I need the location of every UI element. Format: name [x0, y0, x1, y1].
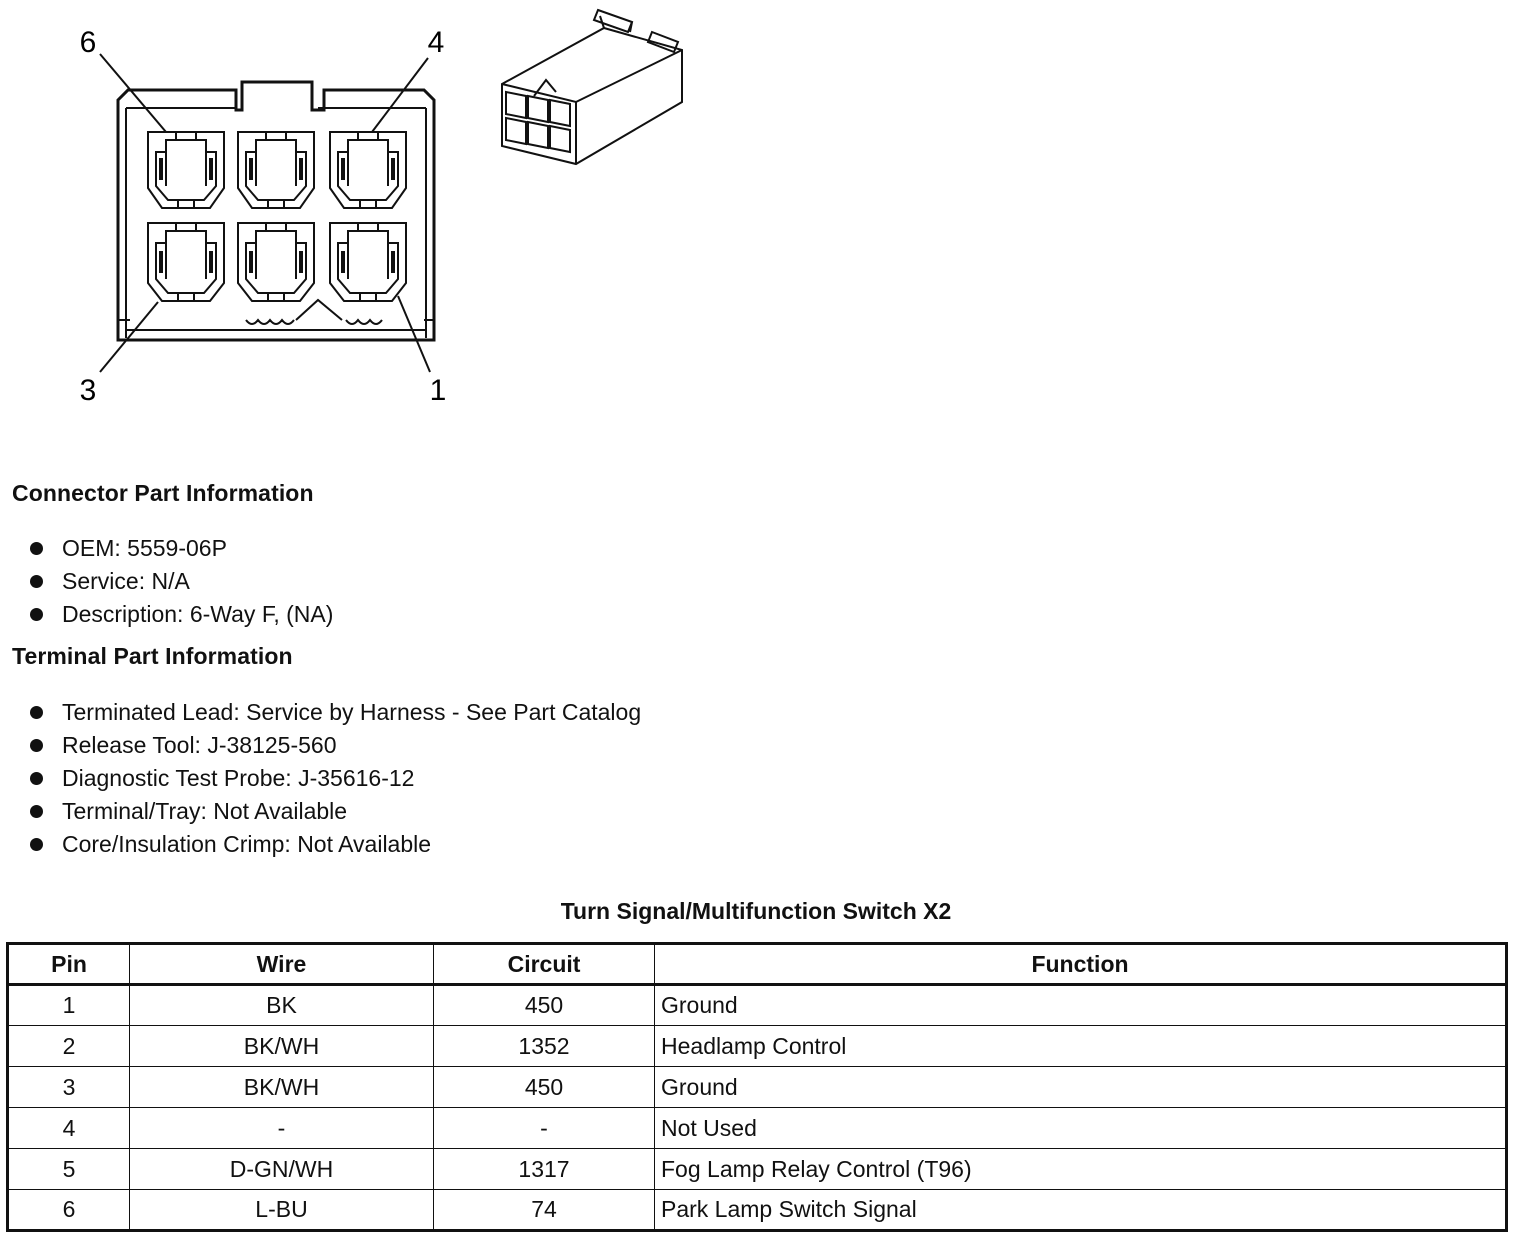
- pin-cell: 6: [8, 1190, 130, 1231]
- circuit-cell: 1317: [434, 1149, 655, 1190]
- wire-cell: D-GN/WH: [130, 1149, 434, 1190]
- circuit-cell: -: [434, 1108, 655, 1149]
- list-item: Diagnostic Test Probe: J-35616-12: [28, 762, 641, 795]
- bullet-icon: [30, 575, 43, 588]
- bullet-icon: [30, 542, 43, 555]
- connector-info-list: [28, 532, 333, 631]
- wire-cell: -: [130, 1108, 434, 1149]
- terminal-info-heading: Terminal Part Information: [12, 643, 293, 669]
- circuit-cell: 74: [434, 1190, 655, 1231]
- callout-6: 6: [79, 26, 97, 59]
- list-item: Terminated Lead: Service by Harness - See Part Catalog: [28, 696, 641, 729]
- pin-cell: 2: [8, 1026, 130, 1067]
- cavity-6: [148, 132, 224, 208]
- callout-1: 1: [429, 374, 447, 407]
- column-header-wire: Wire: [130, 944, 434, 985]
- wire-cell: BK/WH: [130, 1026, 434, 1067]
- connector-diagram: [0, 0, 720, 420]
- table-row: [8, 1067, 1507, 1108]
- bullet-icon: [30, 706, 43, 719]
- cavity-2: [238, 223, 314, 301]
- bullet-icon: [30, 608, 43, 621]
- bullet-icon: [30, 805, 43, 818]
- circuit-cell: 1352: [434, 1026, 655, 1067]
- table-row: [8, 985, 1507, 1026]
- circuit-cell: 450: [434, 1067, 655, 1108]
- list-item: Service: N/A: [28, 565, 333, 598]
- list-item: Description: 6-Way F, (NA): [28, 598, 333, 631]
- function-cell: Ground: [655, 985, 1507, 1026]
- leader-line-3: [100, 302, 158, 372]
- table-title: Turn Signal/Multifunction Switch X2: [560, 898, 952, 924]
- list-item: Terminal/Tray: Not Available: [28, 795, 641, 828]
- table-row: [8, 1108, 1507, 1149]
- column-header-circuit: Circuit: [434, 944, 655, 985]
- callout-3: 3: [79, 374, 97, 407]
- pin-cell: 1: [8, 985, 130, 1026]
- cavity-1: [330, 223, 406, 301]
- bullet-icon: [30, 739, 43, 752]
- function-cell: Fog Lamp Relay Control (T96): [655, 1149, 1507, 1190]
- function-cell: Ground: [655, 1067, 1507, 1108]
- function-cell: Park Lamp Switch Signal: [655, 1190, 1507, 1231]
- wire-cell: L-BU: [130, 1190, 434, 1231]
- bullet-icon: [30, 772, 43, 785]
- table-header-row: [8, 944, 1507, 985]
- list-item: Core/Insulation Crimp: Not Available: [28, 828, 641, 861]
- connector-info-heading: Connector Part Information: [12, 480, 314, 506]
- circuit-cell: 450: [434, 985, 655, 1026]
- table-row: [8, 1190, 1507, 1231]
- table-row: [8, 1149, 1507, 1190]
- function-cell: Not Used: [655, 1108, 1507, 1149]
- pin-cell: 5: [8, 1149, 130, 1190]
- callout-4: 4: [427, 26, 445, 59]
- bullet-icon: [30, 838, 43, 851]
- column-header-pin: Pin: [8, 944, 130, 985]
- connector-3d-view: [502, 10, 682, 164]
- function-cell: Headlamp Control: [655, 1026, 1507, 1067]
- list-item: OEM: 5559-06P: [28, 532, 333, 565]
- leader-line-4: [372, 58, 428, 132]
- list-item: Release Tool: J-38125-560: [28, 729, 641, 762]
- column-header-function: Function: [655, 944, 1507, 985]
- wire-cell: BK: [130, 985, 434, 1026]
- pin-cell: 4: [8, 1108, 130, 1149]
- table-row: [8, 1026, 1507, 1067]
- leader-line-6: [100, 54, 166, 132]
- cavity-5: [238, 132, 314, 208]
- cavity-3: [148, 223, 224, 301]
- terminal-info-list: [28, 696, 641, 861]
- pinout-table: [6, 942, 1508, 1232]
- cavity-4: [330, 132, 406, 208]
- pin-cell: 3: [8, 1067, 130, 1108]
- wire-cell: BK/WH: [130, 1067, 434, 1108]
